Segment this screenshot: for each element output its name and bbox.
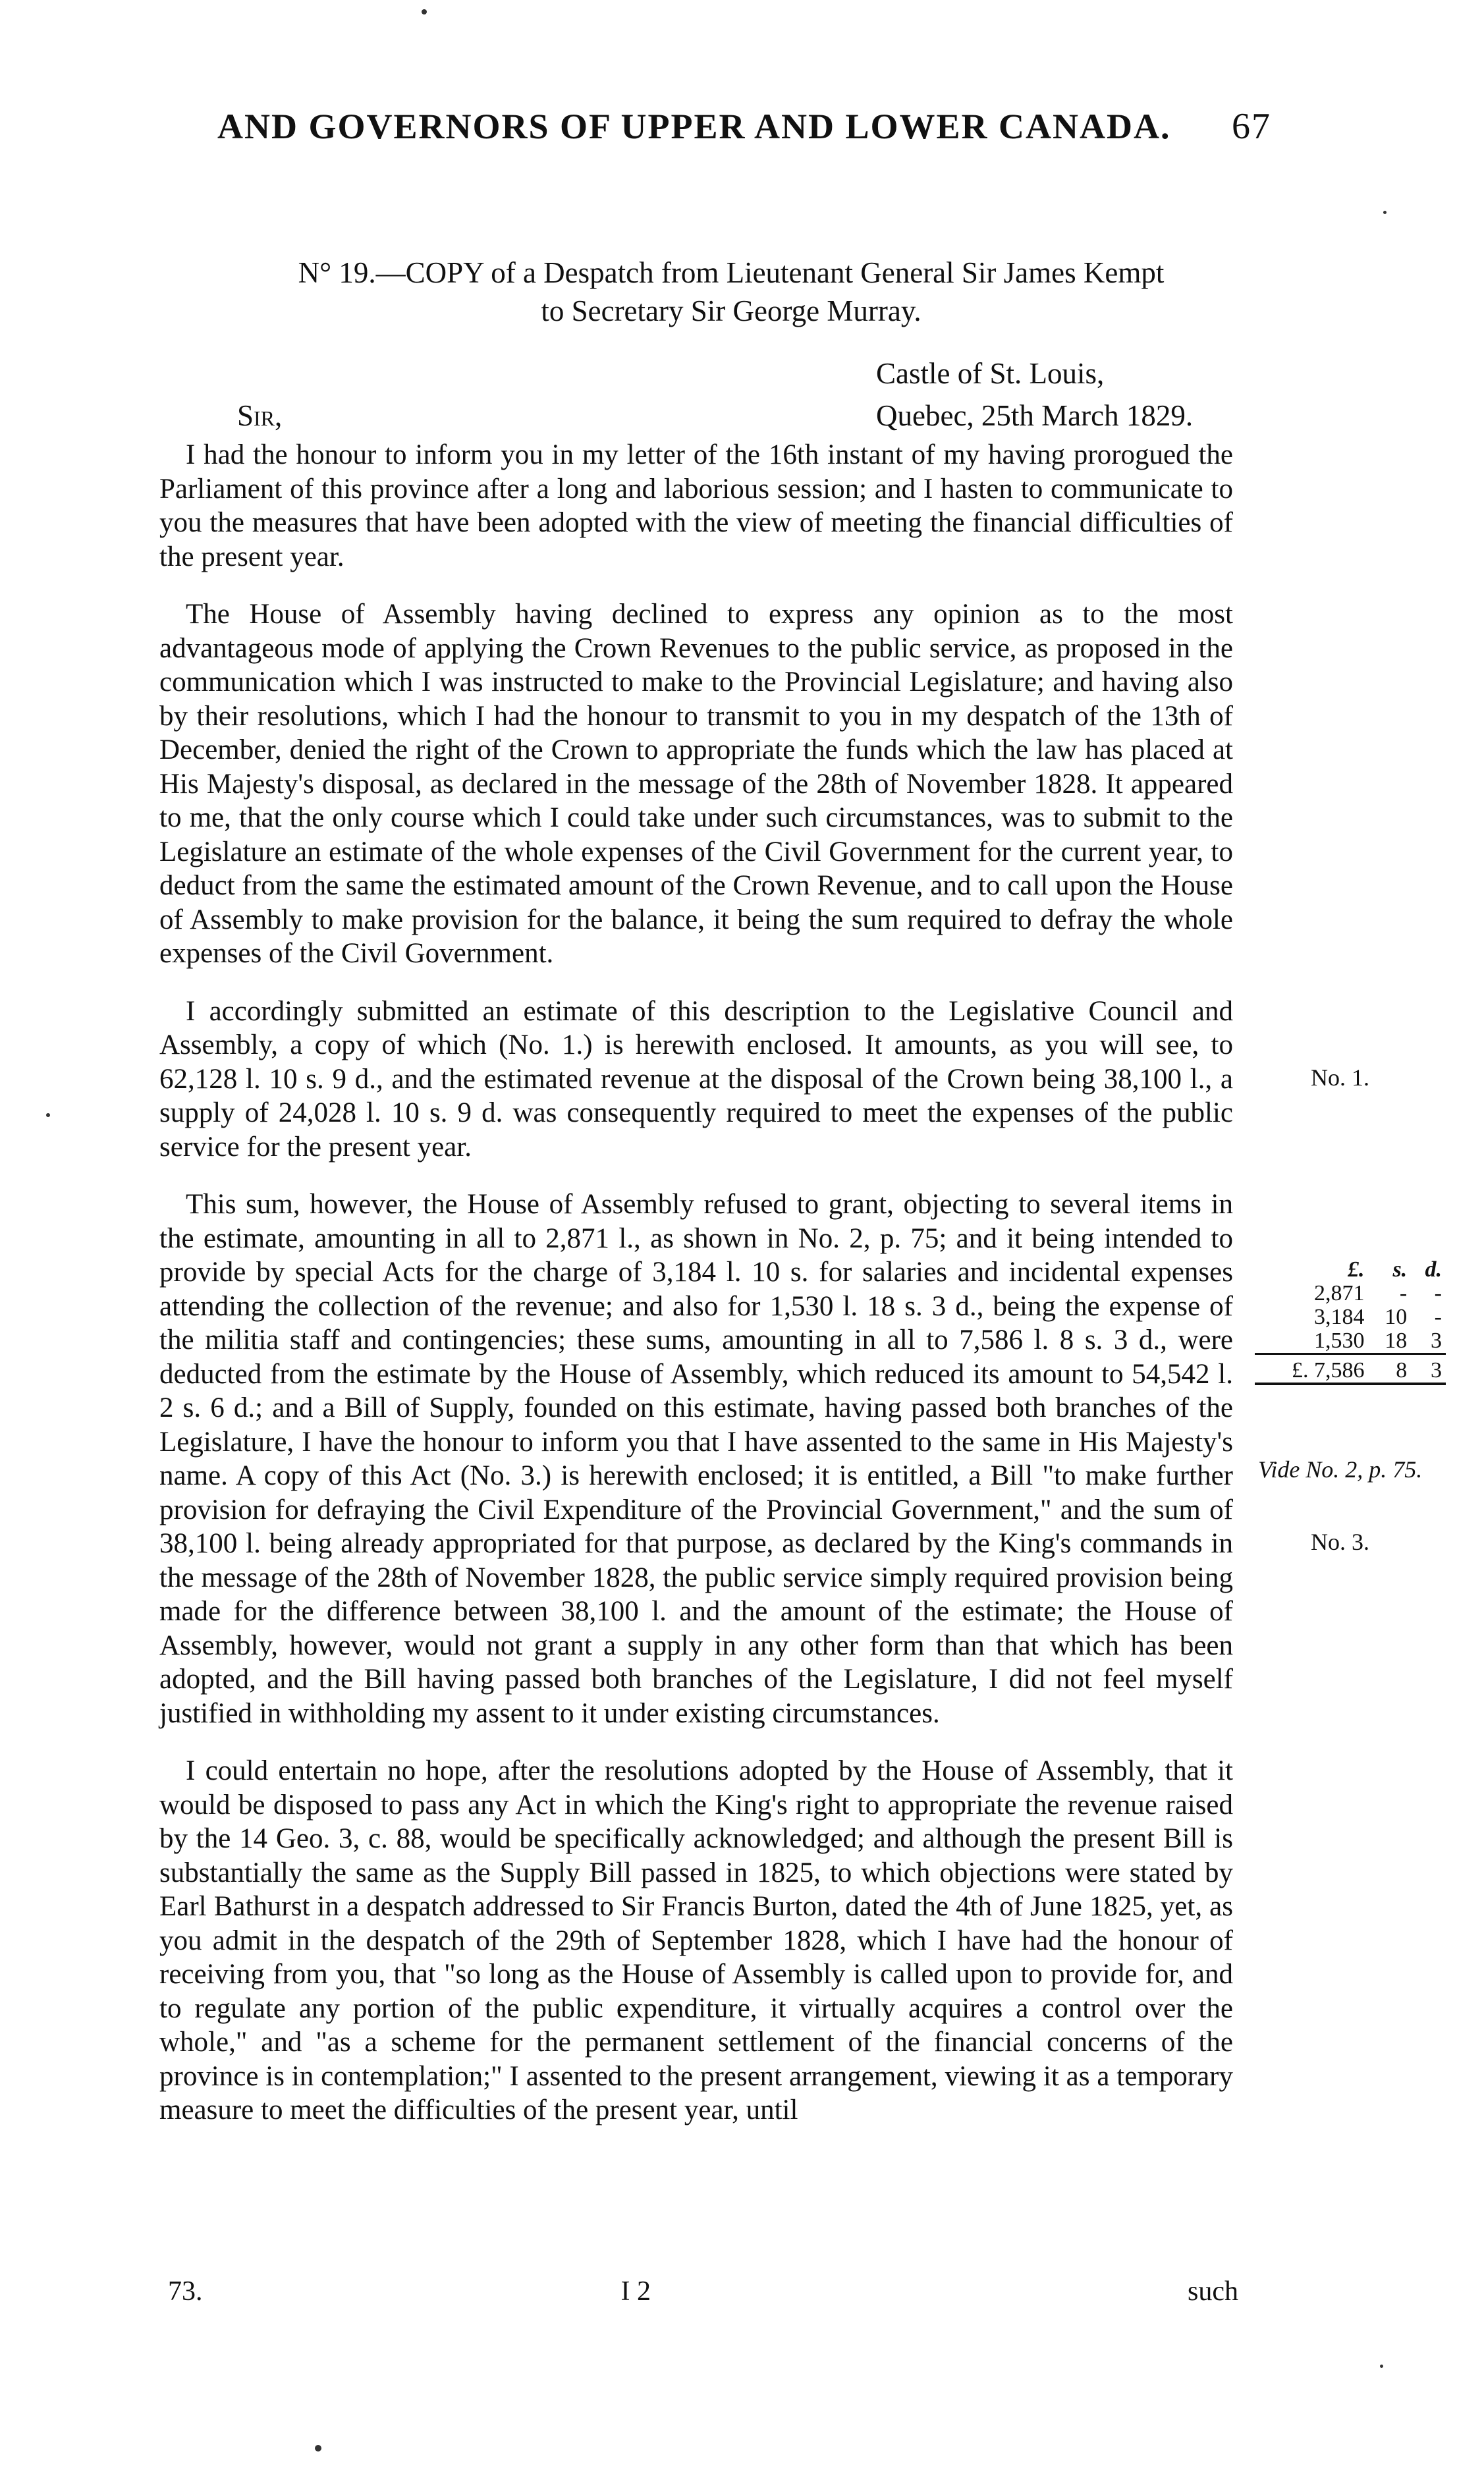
money-total-cell: £. 7,586 xyxy=(1255,1354,1368,1384)
margin-money-table xyxy=(1255,1258,1446,1390)
letter-body xyxy=(159,438,1233,2151)
money-cell: 3,184 xyxy=(1313,1305,1365,1329)
money-cell: 3 xyxy=(1431,1329,1442,1353)
salutation: Sir, xyxy=(237,399,283,432)
ink-speck xyxy=(315,2445,321,2452)
money-table-rule xyxy=(1255,1384,1446,1390)
money-table-row xyxy=(1255,1329,1446,1354)
paragraph: I accordingly submitted an estimate of this description to the Legislative Council and Assembly, a copy of which (No. 1.) is herewith enclosed. It amounts, as you will see, to 62,128 l. 10 s. 9 d., and the estimated revenue at the disposal of the Crown being 38,100 l., a supply of 24,028 l. 10 s. 9 d. was consequently required to meet the expenses of the public service for the present year. xyxy=(159,995,1233,1163)
place-line-1: Castle of St. Louis, xyxy=(876,357,1105,390)
money-total-cell: 3 xyxy=(1411,1354,1446,1384)
money-table-header xyxy=(1255,1258,1446,1282)
ink-speck xyxy=(46,1113,50,1117)
rule-cell xyxy=(1411,1384,1446,1390)
document-title-line-2: to Secretary Sir George Murray. xyxy=(541,294,921,327)
sheet-number: 73. xyxy=(168,2276,203,2307)
paragraph: I had the honour to inform you in my letter of the 16th instant of my having prorogued the Parliament of this province after a long and laborious session; and I hasten to communicate to you the measures that have been adopted with the view of meeting the financial difficulties of the present year. xyxy=(159,439,1233,572)
margin-note-vide: Vide No. 2, p. 75. xyxy=(1258,1456,1423,1483)
money-cell: 10 xyxy=(1385,1305,1408,1329)
ink-speck xyxy=(422,9,427,14)
money-cell: 1,530 xyxy=(1313,1329,1365,1353)
running-head xyxy=(217,105,1271,148)
signature-mark: I 2 xyxy=(620,2276,651,2307)
money-table-row xyxy=(1255,1305,1446,1329)
document-title-line-1: N° 19.—COPY of a Despatch from Lieutenant General Sir James Kempt xyxy=(298,256,1165,289)
document-title xyxy=(184,254,1278,330)
running-head-title: AND GOVERNORS OF UPPER AND LOWER CANADA. xyxy=(217,107,1171,146)
money-table-total xyxy=(1255,1354,1446,1384)
pounds-header: £. xyxy=(1347,1257,1365,1282)
shillings-header: s. xyxy=(1392,1257,1408,1282)
rule-cell xyxy=(1255,1384,1368,1390)
rule-cell xyxy=(1368,1384,1411,1390)
place-line-2: Quebec, 25th March 1829. xyxy=(876,399,1194,432)
money-cell: 18 xyxy=(1385,1329,1408,1353)
page-footer xyxy=(168,2276,1238,2307)
margin-note-no-3: No. 3. xyxy=(1311,1529,1369,1555)
page-number: 67 xyxy=(1232,106,1271,147)
money-cell: - xyxy=(1434,1281,1442,1305)
pence-header: d. xyxy=(1425,1257,1442,1282)
money-total-cell: 8 xyxy=(1368,1354,1411,1384)
paragraph: The House of Assembly having declined to express any opinion as to the most advantageous mode of applying the Crown Revenues to the public service, as proposed in the communication which I was instructed to make to the Provincial Legislature; and having also by their resolutions, which I had the honour to transmit to you in my despatch of the 13th of December, denied the right of the Crown to appropriate the funds which the law has placed at His Majesty's disposal, as declared in the message of the 28th of November 1828. It appeared to me, that the only course which I could take under such circumstances, was to submit to the Legislature an estimate of the whole expenses of the Civil Government for the current year, to deduct from the same the estimated amount of the Crown Revenue, and to call upon the House of Assembly to make provision for the balance, it being the sum required to defray the whole expenses of the Civil Government. xyxy=(159,599,1233,969)
catchword: such xyxy=(1188,2276,1238,2307)
money-cell: 2,871 xyxy=(1313,1281,1365,1305)
money-table-row xyxy=(1255,1282,1446,1305)
ink-speck xyxy=(1380,2365,1383,2368)
letter-place-date xyxy=(876,352,1225,437)
paragraph: This sum, however, the House of Assembly refused to grant, objecting to several items in the estimate, amounting in all to 2,871 l., as shown in No. 2, p. 75; and it being intended to provide by special Acts for the charge of 3,184 l. 10 s. for salaries and incidental expenses attending the collection of the revenue; and also for 1,530 l. 18 s. 3 d., being the expense of the militia staff and contingencies; these sums, amounting in all to 7,586 l. 8 s. 3 d., were deducted from the estimate by the House of Assembly, which reduced its amount to 54,542 l. 2 s. 6 d.; and a Bill of Supply, founded on this estimate, having passed both branches of the Legislature, I have the honour to inform you that I have assented to the same in His Majesty's name. A copy of this Act (No. 3.) is herewith enclosed; it is entitled, a Bill "to make further provision for defraying the Civil Expenditure of the Provincial Government," and the sum of 38,100 l. being already appropriated for that purpose, as declared by the King's commands in the message of the 28th of November 1828, the public service simply required provision being made for the difference between 38,100 l. and the amount of the estimate; the House of Assembly, however, would not grant a supply in any other form than that which has been adopted, and the Bill having passed both branches of the Legislature, I did not feel myself justified in withholding my assent to it under existing circumstances. xyxy=(159,1189,1233,1729)
ink-speck xyxy=(1383,211,1387,214)
money-cell: - xyxy=(1434,1305,1442,1329)
margin-note-no-1: No. 1. xyxy=(1311,1064,1369,1091)
money-cell: - xyxy=(1399,1281,1408,1305)
paragraph: I could entertain no hope, after the resolutions adopted by the House of Assembly, that it would be disposed to pass any Act in which the King's right to appropriate the revenue raised by the 14 Geo. 3, c. 88, would be specifically acknowledged; and although the present Bill is substantially the same as the Supply Bill passed in 1825, to which objections were stated by Earl Bathurst in a despatch addressed to Sir Francis Burton, dated the 4th of June 1825, yet, as you admit in the despatch of the 29th of September 1828, which I have had the honour of receiving from you, that "so long as the House of Assembly is called upon to provide for, and to regulate any portion of the public expenditure, it virtually acquires a control over the whole," and "as a scheme for the permanent settlement of the financial concerns of the province is in contemplation;" I assented to the present arrangement, viewing it as a temporary measure to meet the difficulties of the present year, until xyxy=(159,1755,1233,2125)
